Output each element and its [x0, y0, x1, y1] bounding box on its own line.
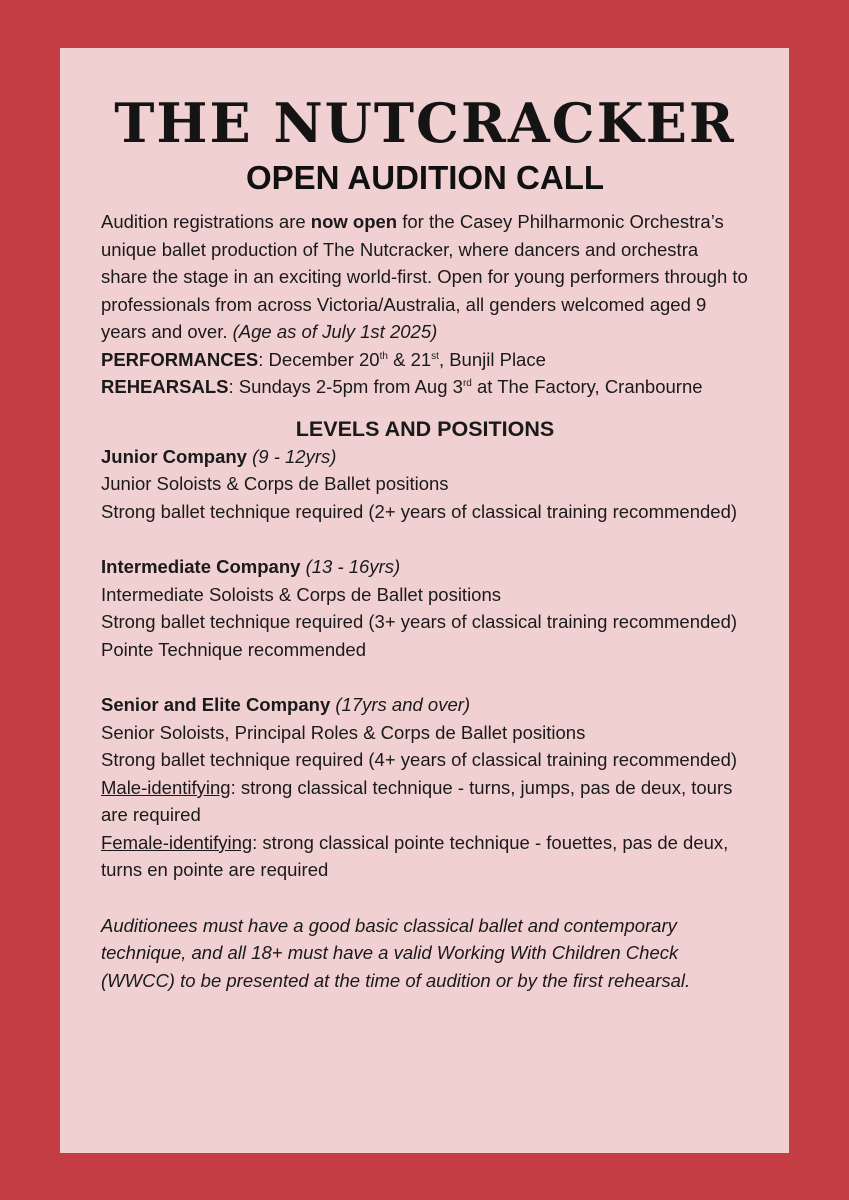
performances-text-1: : December 20	[258, 348, 380, 370]
senior-line-2: Strong ballet technique required (4+ years of classical training recommended)	[101, 749, 738, 771]
senior-female-line	[101, 829, 749, 884]
intermediate-company-name: Intermediate Company	[101, 556, 301, 578]
female-identifying-text: : strong classical pointe technique - fouettes, pas de deux, turns en pointe are required	[101, 831, 729, 881]
rehearsals-line	[101, 373, 749, 401]
senior-company	[101, 691, 749, 884]
page-subtitle: OPEN AUDITION CALL	[245, 159, 605, 197]
intro-text-1: Audition registrations are	[101, 211, 311, 233]
intermediate-line-3: Pointe Technique recommended	[101, 638, 366, 660]
senior-company-heading	[101, 691, 749, 719]
performances-line	[101, 346, 749, 374]
senior-company-age: (17yrs and over)	[330, 694, 471, 716]
senior-company-name: Senior and Elite Company	[101, 694, 331, 716]
senior-line-1: Senior Soloists, Principal Roles & Corps de Ballet positions	[101, 721, 586, 743]
performances-label: PERFORMANCES	[101, 348, 259, 370]
male-identifying-label: Male-identifying	[101, 776, 231, 798]
senior-male-line	[101, 774, 749, 829]
intermediate-line-2: Strong ballet technique required (3+ years of classical training recommended)	[101, 611, 738, 633]
junior-company-age: (9 - 12yrs)	[246, 445, 337, 467]
intro-text-2: for the Casey Philharmonic Orchestra’s unique ballet production of The Nutcracker, where dancers and orchestra share the stage in an exciting world-first. Open for young performers through to professionals from across Victoria/Australia, all genders welcomed aged 9 years and over.	[101, 211, 748, 343]
performances-sup-1: th	[379, 350, 388, 362]
intro-age-note: (Age as of July 1st 2025)	[232, 321, 438, 343]
junior-line-2: Strong ballet technique required (2+ years of classical training recommended)	[101, 500, 738, 522]
footer-note: Auditionees must have a good basic classical ballet and contemporary technique, and all 18+ must have a valid Working With Children Check (WWCC) to be presented at the time of audition or by the first rehearsal.	[101, 914, 691, 991]
intermediate-company-heading	[101, 553, 749, 581]
intro-paragraph	[101, 208, 749, 346]
male-identifying-text: : strong classical technique - turns, jumps, pas de deux, tours are required	[101, 776, 733, 826]
intermediate-company	[101, 553, 749, 663]
performances-text-2: & 21	[387, 348, 432, 370]
female-identifying-label: Female-identifying	[101, 831, 253, 853]
junior-company	[101, 443, 749, 526]
junior-company-name: Junior Company	[101, 445, 247, 467]
intro-bold: now open	[310, 211, 398, 233]
rehearsals-text-1: : Sundays 2-5pm from Aug 3	[228, 376, 463, 398]
flyer-panel	[60, 48, 789, 1153]
intermediate-company-age: (13 - 16yrs)	[300, 556, 401, 578]
performances-sup-2: st	[431, 350, 439, 362]
rehearsals-sup-1: rd	[462, 378, 472, 390]
junior-line-1: Junior Soloists & Corps de Ballet positions	[101, 473, 449, 495]
junior-company-heading	[101, 443, 749, 471]
page-title: THE NUTCRACKER	[114, 91, 736, 155]
rehearsals-label: REHEARSALS	[101, 376, 229, 398]
rehearsals-text-2: at The Factory, Cranbourne	[471, 376, 703, 398]
levels-title: LEVELS AND POSITIONS	[295, 416, 555, 441]
intermediate-line-1: Intermediate Soloists & Corps de Ballet positions	[101, 583, 502, 605]
performances-text-3: , Bunjil Place	[438, 348, 546, 370]
